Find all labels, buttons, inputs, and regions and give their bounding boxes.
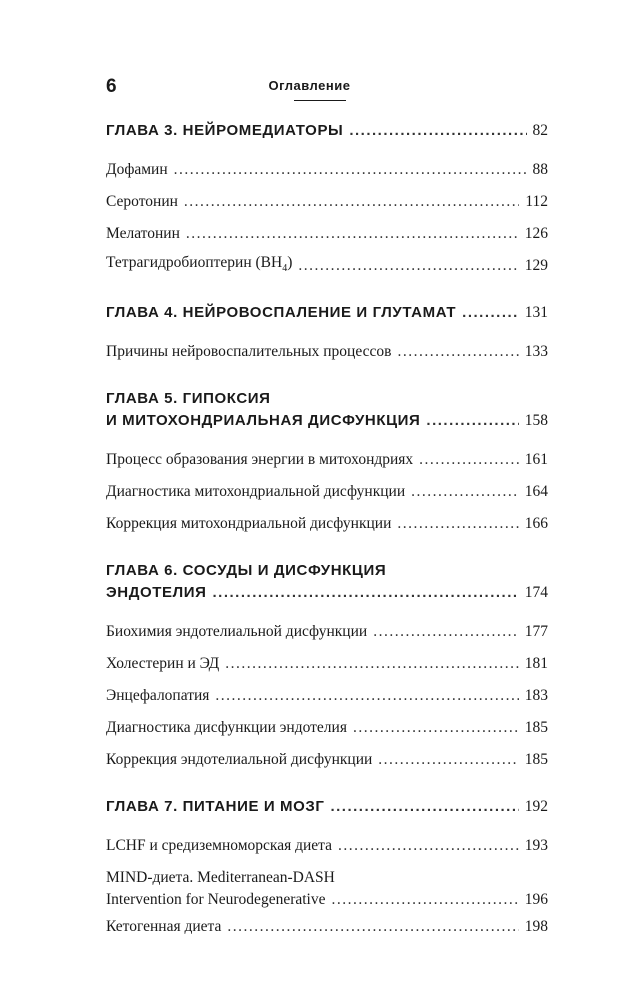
subscript: 4: [282, 263, 288, 275]
dot-leader: [411, 481, 519, 503]
chapter-title-line-2: ЭНДОТЕЛИЯ: [106, 584, 207, 601]
entry-title: Диагностика дисфункции эндотелия: [106, 719, 347, 736]
chapter-heading[interactable]: [106, 120, 548, 142]
dot-leader: [397, 513, 518, 535]
dot-leader: [174, 159, 527, 181]
chapter-heading[interactable]: [106, 388, 548, 432]
entry-title: Коррекция эндотелиальной дисфункции: [106, 751, 373, 768]
dot-leader: [331, 889, 518, 911]
dot-leader: [419, 449, 519, 471]
entry-title: Диагностика митохондриальной дисфункции: [106, 483, 406, 500]
page-ref: 112: [525, 193, 548, 210]
chapter-title: ГЛАВА 7. ПИТАНИЕ И МОЗГ: [106, 798, 325, 815]
page-ref: 126: [524, 225, 548, 242]
toc-entry[interactable]: [106, 830, 548, 862]
dot-leader: [186, 223, 519, 245]
toc-entry[interactable]: [106, 154, 548, 186]
page-ref: 177: [524, 623, 548, 640]
chapter-title-line-2: И МИТОХОНДРИАЛЬНАЯ ДИСФУНКЦИЯ: [106, 412, 421, 429]
entry-title: Причины нейровоспалительных процессов: [106, 343, 392, 360]
page-ref: 185: [524, 751, 548, 768]
dot-leader: [338, 835, 519, 857]
toc-entry[interactable]: [106, 186, 548, 218]
dot-leader: [215, 685, 518, 707]
running-head: Оглавление: [268, 78, 351, 93]
chapter-title-line-1: ГЛАВА 5. ГИПОКСИЯ: [106, 390, 271, 407]
toc-entry[interactable]: [106, 444, 548, 476]
page-ref: 164: [524, 483, 548, 500]
table-of-contents: [106, 120, 548, 963]
page-ref: 185: [524, 719, 548, 736]
entry-title-suffix: ): [287, 253, 293, 271]
running-head-rule: [294, 100, 346, 101]
page-number: 6: [106, 76, 117, 97]
page-ref: 166: [524, 515, 548, 532]
entry-title: Коррекция митохондриальной дисфункции: [106, 515, 392, 532]
page-ref: 129: [524, 257, 548, 274]
entry-title: Дофамин: [106, 161, 168, 178]
chapter-7: [106, 796, 548, 943]
page-ref: 158: [524, 412, 548, 429]
entry-title: Мелатонин: [106, 225, 180, 242]
chapter-title: ГЛАВА 4. НЕЙРОВОСПАЛЕНИЕ И ГЛУТАМАТ: [106, 304, 457, 321]
toc-entry[interactable]: [106, 508, 548, 540]
dot-leader: [184, 191, 519, 213]
toc-entry[interactable]: [106, 336, 548, 368]
entry-title: Процесс образования энергии в митохондриях: [106, 451, 414, 468]
entry-title: Серотонин: [106, 193, 178, 210]
dot-leader: [426, 410, 518, 432]
toc-entry[interactable]: [106, 218, 548, 250]
dot-leader: [298, 255, 518, 277]
dot-leader: [213, 582, 519, 604]
toc-entry[interactable]: [106, 911, 548, 943]
toc-entry[interactable]: [106, 616, 548, 648]
entry-title: LCHF и средиземноморская диета: [106, 837, 332, 854]
chapter-5: [106, 388, 548, 540]
page-ref: 161: [524, 451, 548, 468]
page-ref: 131: [524, 304, 548, 321]
chapter-6: [106, 560, 548, 776]
chapter-title-line-1: ГЛАВА 6. СОСУДЫ И ДИСФУНКЦИЯ: [106, 562, 387, 579]
page-ref: 192: [524, 798, 548, 815]
entry-title: Энцефалопатия: [106, 687, 210, 704]
toc-entry[interactable]: [106, 744, 548, 776]
page-ref: 82: [532, 122, 548, 139]
dot-leader: [378, 749, 518, 771]
chapter-heading[interactable]: [106, 302, 548, 324]
entry-title: [106, 252, 292, 280]
entry-title-line-2: Intervention for Neurodegenerative: [106, 891, 326, 908]
dot-leader: [225, 653, 519, 675]
dot-leader: [227, 916, 518, 938]
chapter-heading[interactable]: [106, 560, 548, 604]
chapter-heading[interactable]: [106, 796, 548, 818]
toc-entry[interactable]: [106, 712, 548, 744]
toc-entry[interactable]: [106, 250, 548, 282]
chapter-4: [106, 302, 548, 368]
dot-leader: [462, 302, 519, 324]
toc-entry-multiline[interactable]: [106, 862, 548, 911]
toc-entry[interactable]: [106, 648, 548, 680]
dot-leader: [353, 717, 519, 739]
dot-leader: [397, 341, 518, 363]
toc-entry[interactable]: [106, 476, 548, 508]
chapter-title: ГЛАВА 3. НЕЙРОМЕДИАТОРЫ: [106, 122, 344, 139]
page-ref: 196: [524, 891, 548, 908]
toc-entry[interactable]: [106, 680, 548, 712]
page-ref: 183: [524, 687, 548, 704]
entry-title-line-1: MIND-диета. Mediterranean-DASH: [106, 869, 335, 886]
entry-title: Кетогенная диета: [106, 918, 222, 935]
dot-leader: [349, 120, 526, 142]
page-ref: 198: [524, 918, 548, 935]
entry-title: Биохимия эндотелиальной дисфункции: [106, 623, 368, 640]
page-ref: 181: [524, 655, 548, 672]
chapter-3: [106, 120, 548, 282]
page-ref: 193: [524, 837, 548, 854]
entry-title-main: Тетрагидробиоптерин (BH: [106, 253, 283, 271]
page-ref: 88: [532, 161, 548, 178]
dot-leader: [330, 796, 518, 818]
page-ref: 174: [524, 584, 548, 601]
entry-title: Холестерин и ЭД: [106, 655, 220, 672]
dot-leader: [373, 621, 519, 643]
page-ref: 133: [524, 343, 548, 360]
